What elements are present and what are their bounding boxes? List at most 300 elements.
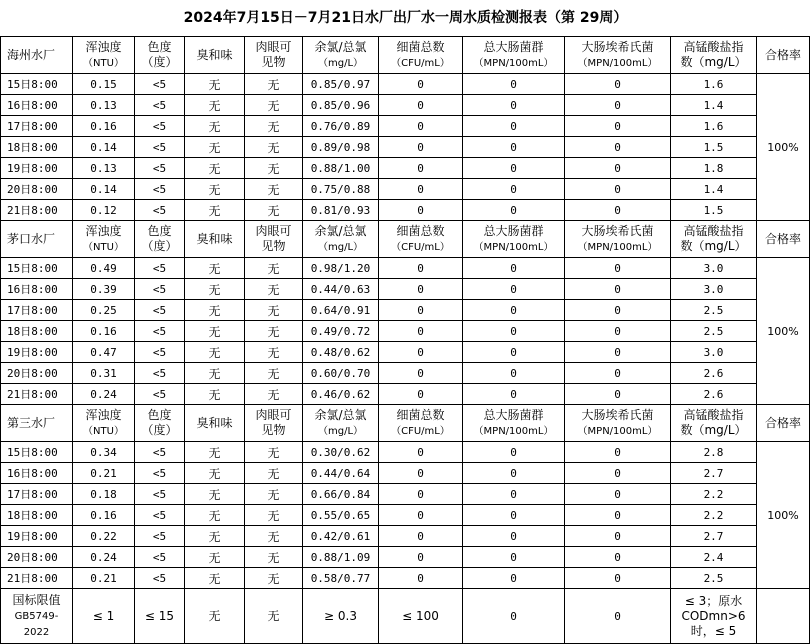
turbidity-value: 0.16	[73, 116, 135, 137]
header-coliform-label: 总大肠菌群	[483, 223, 544, 238]
sample-time: 15日8:00	[1, 442, 73, 463]
ecoli-value: 0	[565, 463, 671, 484]
bacteria-value: 0	[379, 505, 463, 526]
header-visible-unit: 见物	[261, 239, 286, 253]
coliform-value: 0	[463, 74, 565, 95]
ecoli-value: 0	[565, 442, 671, 463]
chlorine-value: 0.88/1.09	[303, 547, 379, 568]
pass-rate-value: 100%	[757, 258, 810, 405]
coliform-value: 0	[463, 200, 565, 221]
visible-value: 无	[245, 484, 303, 505]
header-coliform-unit: （MPN/100mL）	[473, 57, 554, 69]
coliform-value: 0	[463, 526, 565, 547]
sample-time: 21日8:00	[1, 568, 73, 589]
chlorine-value: 0.30/0.62	[303, 442, 379, 463]
header-turbidity	[73, 37, 135, 74]
odor-value: 无	[185, 137, 245, 158]
coliform-value: 0	[463, 116, 565, 137]
sample-time: 19日8:00	[1, 526, 73, 547]
coliform-value: 0	[463, 547, 565, 568]
color-value: <5	[135, 74, 185, 95]
turbidity-value: 0.24	[73, 547, 135, 568]
turbidity-value: 0.24	[73, 384, 135, 405]
odor-value: 无	[185, 258, 245, 279]
visible-value: 无	[245, 442, 303, 463]
chlorine-value: 0.98/1.20	[303, 258, 379, 279]
water-quality-table	[0, 36, 810, 644]
bacteria-value: 0	[379, 137, 463, 158]
turbidity-value: 0.21	[73, 463, 135, 484]
visible-value: 无	[245, 279, 303, 300]
standard-label-line3: 2022	[23, 626, 50, 638]
visible-value: 无	[245, 342, 303, 363]
visible-value: 无	[245, 137, 303, 158]
visible-value: 无	[245, 158, 303, 179]
header-pass-rate: 合格率	[757, 221, 810, 258]
header-chlorine	[303, 37, 379, 74]
header-chlorine-label: 余氯/总氯	[314, 223, 367, 238]
header-pass-rate: 合格率	[757, 405, 810, 442]
color-value: <5	[135, 384, 185, 405]
plant-header-row	[1, 221, 810, 258]
ecoli-value: 0	[565, 568, 671, 589]
sample-time: 15日8:00	[1, 74, 73, 95]
visible-value: 无	[245, 95, 303, 116]
table-row	[1, 568, 810, 589]
visible-value: 无	[245, 321, 303, 342]
color-value: <5	[135, 300, 185, 321]
sample-time: 18日8:00	[1, 137, 73, 158]
ecoli-value: 0	[565, 484, 671, 505]
bacteria-value: 0	[379, 442, 463, 463]
coliform-value: 0	[463, 95, 565, 116]
permanganate-value: 1.4	[671, 95, 757, 116]
limit-permanganate-line2: CODmn>6	[681, 608, 746, 623]
header-permanganate-label: 高锰酸盐指	[683, 40, 744, 54]
sample-time: 17日8:00	[1, 300, 73, 321]
table-row	[1, 137, 810, 158]
permanganate-value: 2.2	[671, 505, 757, 526]
odor-value: 无	[185, 547, 245, 568]
header-ecoli-unit: （MPN/100mL）	[577, 57, 658, 69]
limit-permanganate-line1: ≤ 3；原水	[684, 593, 743, 608]
header-permanganate-label: 高锰酸盐指	[683, 224, 744, 238]
color-value: <5	[135, 158, 185, 179]
chlorine-value: 0.44/0.64	[303, 463, 379, 484]
sample-time: 19日8:00	[1, 342, 73, 363]
odor-value: 无	[185, 300, 245, 321]
limit-ecoli: 0	[565, 589, 671, 644]
header-coliform	[463, 405, 565, 442]
header-visible	[245, 221, 303, 258]
header-visible-label: 肉眼可	[255, 224, 292, 238]
table-row	[1, 200, 810, 221]
header-permanganate-label: 高锰酸盐指	[683, 408, 744, 422]
sample-time: 17日8:00	[1, 484, 73, 505]
table-row	[1, 384, 810, 405]
header-bacteria-label: 细菌总数	[396, 407, 445, 422]
color-value: <5	[135, 179, 185, 200]
ecoli-value: 0	[565, 258, 671, 279]
header-permanganate	[671, 221, 757, 258]
bacteria-value: 0	[379, 300, 463, 321]
plant-name: 第三水厂	[1, 405, 73, 442]
bacteria-value: 0	[379, 116, 463, 137]
plant-header-row	[1, 37, 810, 74]
header-bacteria-label: 细菌总数	[396, 223, 445, 238]
ecoli-value: 0	[565, 363, 671, 384]
turbidity-value: 0.15	[73, 74, 135, 95]
color-value: <5	[135, 321, 185, 342]
coliform-value: 0	[463, 442, 565, 463]
odor-value: 无	[185, 463, 245, 484]
ecoli-value: 0	[565, 384, 671, 405]
permanganate-value: 2.7	[671, 526, 757, 547]
permanganate-value: 1.5	[671, 137, 757, 158]
header-visible-unit: 见物	[261, 423, 286, 437]
sample-time: 21日8:00	[1, 384, 73, 405]
coliform-value: 0	[463, 363, 565, 384]
bacteria-value: 0	[379, 200, 463, 221]
header-turbidity-unit: （NTU）	[83, 241, 124, 253]
color-value: <5	[135, 200, 185, 221]
limit-odor: 无	[185, 589, 245, 644]
odor-value: 无	[185, 279, 245, 300]
header-coliform	[463, 37, 565, 74]
header-bacteria	[379, 221, 463, 258]
header-coliform-unit: （MPN/100mL）	[473, 241, 554, 253]
odor-value: 无	[185, 568, 245, 589]
header-ecoli-unit: （MPN/100mL）	[577, 425, 658, 437]
ecoli-value: 0	[565, 158, 671, 179]
coliform-value: 0	[463, 384, 565, 405]
turbidity-value: 0.14	[73, 137, 135, 158]
permanganate-value: 1.5	[671, 200, 757, 221]
permanganate-value: 3.0	[671, 258, 757, 279]
bacteria-value: 0	[379, 179, 463, 200]
header-chlorine	[303, 405, 379, 442]
chlorine-value: 0.81/0.93	[303, 200, 379, 221]
coliform-value: 0	[463, 300, 565, 321]
table-row	[1, 258, 810, 279]
header-bacteria-unit: （CFU/mL）	[391, 57, 450, 69]
limit-chlorine: ≥ 0.3	[303, 589, 379, 644]
ecoli-value: 0	[565, 526, 671, 547]
header-bacteria-label: 细菌总数	[396, 39, 445, 54]
table-row	[1, 547, 810, 568]
header-visible	[245, 405, 303, 442]
odor-value: 无	[185, 442, 245, 463]
header-chlorine-label: 余氯/总氯	[314, 407, 367, 422]
color-value: <5	[135, 526, 185, 547]
turbidity-value: 0.14	[73, 179, 135, 200]
odor-value: 无	[185, 384, 245, 405]
turbidity-value: 0.21	[73, 568, 135, 589]
ecoli-value: 0	[565, 116, 671, 137]
sample-time: 20日8:00	[1, 363, 73, 384]
coliform-value: 0	[463, 568, 565, 589]
ecoli-value: 0	[565, 200, 671, 221]
odor-value: 无	[185, 158, 245, 179]
header-permanganate	[671, 37, 757, 74]
permanganate-value: 2.5	[671, 300, 757, 321]
bacteria-value: 0	[379, 384, 463, 405]
sample-time: 18日8:00	[1, 505, 73, 526]
odor-value: 无	[185, 95, 245, 116]
header-turbidity-unit: （NTU）	[83, 57, 124, 69]
header-visible-label: 肉眼可	[255, 40, 292, 54]
turbidity-value: 0.16	[73, 321, 135, 342]
color-value: <5	[135, 363, 185, 384]
color-value: <5	[135, 505, 185, 526]
coliform-value: 0	[463, 342, 565, 363]
permanganate-value: 2.2	[671, 484, 757, 505]
pass-rate-value: 100%	[757, 442, 810, 589]
ecoli-value: 0	[565, 137, 671, 158]
odor-value: 无	[185, 484, 245, 505]
turbidity-value: 0.31	[73, 363, 135, 384]
bacteria-value: 0	[379, 279, 463, 300]
color-value: <5	[135, 279, 185, 300]
chlorine-value: 0.55/0.65	[303, 505, 379, 526]
chlorine-value: 0.89/0.98	[303, 137, 379, 158]
visible-value: 无	[245, 300, 303, 321]
header-bacteria-unit: （CFU/mL）	[391, 241, 450, 253]
table-row	[1, 158, 810, 179]
header-ecoli-label: 大肠埃希氏菌	[581, 223, 654, 238]
header-chlorine-unit: （mg/L）	[317, 425, 364, 437]
header-color	[135, 37, 185, 74]
plant-header-row	[1, 405, 810, 442]
permanganate-value: 3.0	[671, 279, 757, 300]
coliform-value: 0	[463, 463, 565, 484]
header-ecoli-label: 大肠埃希氏菌	[581, 407, 654, 422]
sample-time: 15日8:00	[1, 258, 73, 279]
ecoli-value: 0	[565, 547, 671, 568]
table-row	[1, 321, 810, 342]
header-turbidity	[73, 221, 135, 258]
color-value: <5	[135, 137, 185, 158]
table-row	[1, 300, 810, 321]
bacteria-value: 0	[379, 95, 463, 116]
visible-value: 无	[245, 74, 303, 95]
ecoli-value: 0	[565, 279, 671, 300]
permanganate-value: 3.0	[671, 342, 757, 363]
header-odor: 臭和味	[185, 37, 245, 74]
ecoli-value: 0	[565, 321, 671, 342]
permanganate-value: 1.6	[671, 74, 757, 95]
table-row	[1, 526, 810, 547]
permanganate-value: 1.8	[671, 158, 757, 179]
header-permanganate	[671, 405, 757, 442]
chlorine-value: 0.85/0.97	[303, 74, 379, 95]
header-coliform	[463, 221, 565, 258]
limit-permanganate	[671, 589, 757, 644]
table-row	[1, 442, 810, 463]
report-title: 2024年7月15日－7月21日水厂出厂水一周水质检测报表（第 29周）	[183, 10, 628, 26]
color-value: <5	[135, 442, 185, 463]
color-value: <5	[135, 342, 185, 363]
coliform-value: 0	[463, 484, 565, 505]
visible-value: 无	[245, 179, 303, 200]
permanganate-value: 2.6	[671, 363, 757, 384]
odor-value: 无	[185, 179, 245, 200]
table-row	[1, 463, 810, 484]
bacteria-value: 0	[379, 463, 463, 484]
coliform-value: 0	[463, 179, 565, 200]
permanganate-value: 2.6	[671, 384, 757, 405]
turbidity-value: 0.16	[73, 505, 135, 526]
header-turbidity-label: 浑浊度	[85, 223, 122, 238]
bacteria-value: 0	[379, 363, 463, 384]
turbidity-value: 0.22	[73, 526, 135, 547]
table-row	[1, 179, 810, 200]
header-permanganate-unit: 数（mg/L）	[680, 239, 747, 253]
plant-name: 茅口水厂	[1, 221, 73, 258]
header-coliform-label: 总大肠菌群	[483, 407, 544, 422]
visible-value: 无	[245, 384, 303, 405]
standard-limits-row	[1, 589, 810, 644]
turbidity-value: 0.13	[73, 158, 135, 179]
chlorine-value: 0.66/0.84	[303, 484, 379, 505]
odor-value: 无	[185, 505, 245, 526]
sample-time: 16日8:00	[1, 279, 73, 300]
header-ecoli-unit: （MPN/100mL）	[577, 241, 658, 253]
header-turbidity-label: 浑浊度	[85, 39, 122, 54]
standard-label-line2: GB5749-	[14, 610, 59, 622]
coliform-value: 0	[463, 158, 565, 179]
header-turbidity-label: 浑浊度	[85, 407, 122, 422]
permanganate-value: 1.6	[671, 116, 757, 137]
bacteria-value: 0	[379, 547, 463, 568]
permanganate-value: 2.5	[671, 568, 757, 589]
visible-value: 无	[245, 258, 303, 279]
ecoli-value: 0	[565, 300, 671, 321]
sample-time: 20日8:00	[1, 547, 73, 568]
header-bacteria	[379, 37, 463, 74]
table-row	[1, 279, 810, 300]
header-pass-rate: 合格率	[757, 37, 810, 74]
table-body	[1, 37, 810, 644]
standard-label	[1, 589, 73, 644]
header-chlorine-unit: （mg/L）	[317, 57, 364, 69]
sample-time: 16日8:00	[1, 463, 73, 484]
bacteria-value: 0	[379, 484, 463, 505]
turbidity-value: 0.34	[73, 442, 135, 463]
chlorine-value: 0.48/0.62	[303, 342, 379, 363]
header-coliform-unit: （MPN/100mL）	[473, 425, 554, 437]
header-color-unit: （度）	[141, 55, 178, 69]
color-value: <5	[135, 95, 185, 116]
limit-permanganate-line3: 时，≤ 5	[690, 623, 737, 638]
chlorine-value: 0.64/0.91	[303, 300, 379, 321]
visible-value: 无	[245, 526, 303, 547]
header-permanganate-unit: 数（mg/L）	[680, 55, 747, 69]
ecoli-value: 0	[565, 74, 671, 95]
bacteria-value: 0	[379, 158, 463, 179]
bacteria-value: 0	[379, 258, 463, 279]
sample-time: 21日8:00	[1, 200, 73, 221]
header-coliform-label: 总大肠菌群	[483, 39, 544, 54]
chlorine-value: 0.60/0.70	[303, 363, 379, 384]
bacteria-value: 0	[379, 74, 463, 95]
limit-turbidity: ≤ 1	[73, 589, 135, 644]
ecoli-value: 0	[565, 505, 671, 526]
turbidity-value: 0.13	[73, 95, 135, 116]
coliform-value: 0	[463, 279, 565, 300]
limit-bacteria: ≤ 100	[379, 589, 463, 644]
bacteria-value: 0	[379, 568, 463, 589]
visible-value: 无	[245, 505, 303, 526]
odor-value: 无	[185, 363, 245, 384]
limit-visible: 无	[245, 589, 303, 644]
table-row	[1, 363, 810, 384]
chlorine-value: 0.85/0.96	[303, 95, 379, 116]
turbidity-value: 0.39	[73, 279, 135, 300]
ecoli-value: 0	[565, 342, 671, 363]
permanganate-value: 2.4	[671, 547, 757, 568]
header-ecoli	[565, 405, 671, 442]
color-value: <5	[135, 484, 185, 505]
header-turbidity	[73, 405, 135, 442]
color-value: <5	[135, 463, 185, 484]
header-chlorine-label: 余氯/总氯	[314, 39, 367, 54]
chlorine-value: 0.88/1.00	[303, 158, 379, 179]
header-visible	[245, 37, 303, 74]
header-visible-label: 肉眼可	[255, 408, 292, 422]
header-color-label: 色度	[147, 408, 172, 422]
odor-value: 无	[185, 321, 245, 342]
header-chlorine-unit: （mg/L）	[317, 241, 364, 253]
turbidity-value: 0.18	[73, 484, 135, 505]
coliform-value: 0	[463, 321, 565, 342]
header-color-label: 色度	[147, 224, 172, 238]
odor-value: 无	[185, 342, 245, 363]
limit-coliform: 0	[463, 589, 565, 644]
chlorine-value: 0.58/0.77	[303, 568, 379, 589]
header-visible-unit: 见物	[261, 55, 286, 69]
ecoli-value: 0	[565, 95, 671, 116]
permanganate-value: 1.4	[671, 179, 757, 200]
header-turbidity-unit: （NTU）	[83, 425, 124, 437]
color-value: <5	[135, 547, 185, 568]
turbidity-value: 0.49	[73, 258, 135, 279]
bacteria-value: 0	[379, 342, 463, 363]
table-row	[1, 342, 810, 363]
permanganate-value: 2.7	[671, 463, 757, 484]
header-color-label: 色度	[147, 40, 172, 54]
sample-time: 18日8:00	[1, 321, 73, 342]
sample-time: 17日8:00	[1, 116, 73, 137]
header-color	[135, 405, 185, 442]
odor-value: 无	[185, 116, 245, 137]
sample-time: 16日8:00	[1, 95, 73, 116]
turbidity-value: 0.47	[73, 342, 135, 363]
coliform-value: 0	[463, 258, 565, 279]
visible-value: 无	[245, 547, 303, 568]
permanganate-value: 2.5	[671, 321, 757, 342]
chlorine-value: 0.42/0.61	[303, 526, 379, 547]
header-ecoli	[565, 221, 671, 258]
visible-value: 无	[245, 568, 303, 589]
visible-value: 无	[245, 116, 303, 137]
header-odor: 臭和味	[185, 221, 245, 258]
plant-name: 海州水厂	[1, 37, 73, 74]
chlorine-value: 0.49/0.72	[303, 321, 379, 342]
table-row	[1, 74, 810, 95]
sample-time: 19日8:00	[1, 158, 73, 179]
chlorine-value: 0.46/0.62	[303, 384, 379, 405]
